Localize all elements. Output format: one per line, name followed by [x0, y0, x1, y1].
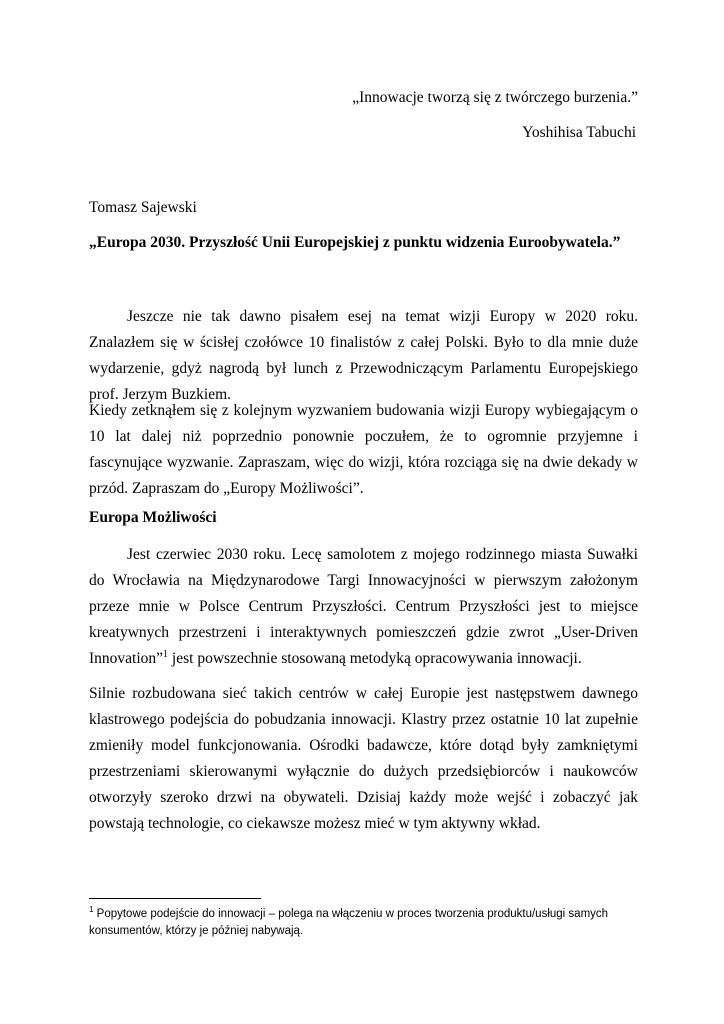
- footnote: [89, 906, 649, 940]
- essay-title: „Europa 2030. Przyszłość Unii Europejskiej z punktu widzenia Euroobywatela.”: [89, 234, 621, 251]
- footnote-text: Popytowe podejście do innowacji – polega na włączeniu w proces tworzenia produktu/usługi samych konsumentów, którzy je później nabywają.: [89, 908, 609, 937]
- paragraph-network: Silnie rozbudowana sieć takich centrów w całej Europie jest następstwem dawnego klastrowego podejścia do pobudzania innowacji. Klastry przez ostatnie 10 lat zupełnie zmieniły model funkcjonowania. Ośrodki badawcze, które dotąd były zamkniętymi przestrzeniami skierowanymi wyłącznie do dużych przedsiębiorców i naukowców otworzyły szeroko drzwi na obywateli. Dzisiaj każdy może wejść i zobaczyć jak powstają technologie, co ciekawsze możesz mieć w tym aktywny wkład.: [89, 685, 638, 832]
- paragraph-centrum-text: Jest czerwiec 2030 roku. Lecę samolotem z mojego rodzinnego miasta Suwałki do Wrocławia na Międzynarodowe Targi Innowacyjności w pierwszym założonym przeze mnie w Polsce Centrum Przyszłości. Centrum Przyszłości jest to miejsce kreatywnych przestrzeni i interaktywnych pomieszczeń gdzie zwrot „User-Driven Innovation”: [89, 546, 638, 667]
- paragraph-intro: Jeszcze nie tak dawno pisałem esej na temat wizji Europy w 2020 roku. Znalazłem się w ścisłej czołówce 10 finalistów z całej Polski. Było to dla mnie duże wydarzenie, gdyż nagrodą był lunch z Przewodniczącym Parlamentu Europejskiego prof. Jerzym Buzkiem.: [89, 308, 638, 403]
- paragraph-invitation: Kiedy zetknąłem się z kolejnym wyzwaniem budowania wizji Europy wybiegającym o 10 lat dalej niż poprzednio ponownie poczułem, że to ogromnie przyjemne i fascynujące wyzwanie. Zapraszam, więc do wizji, która rozciąga się na dwie dekady w przód. Zapraszam do „Europy Możliwości”.: [89, 402, 638, 497]
- footnote-reference[interactable]: 1: [163, 648, 169, 660]
- paragraph-centrum-text-end: jest powszechnie stosowaną metodyką opracowywania innowacji.: [168, 650, 582, 667]
- epigraph-quote: „Innowacje tworzą się z twórczego burzenia.”: [352, 89, 638, 106]
- footnote-divider: [89, 898, 261, 899]
- essay-author: Tomasz Sajewski: [89, 199, 197, 216]
- section-heading: Europa Możliwości: [89, 509, 217, 526]
- paragraph-centrum: [89, 542, 638, 672]
- footnote-number: 1: [89, 905, 94, 915]
- epigraph-author: Yoshihisa Tabuchi: [522, 124, 636, 141]
